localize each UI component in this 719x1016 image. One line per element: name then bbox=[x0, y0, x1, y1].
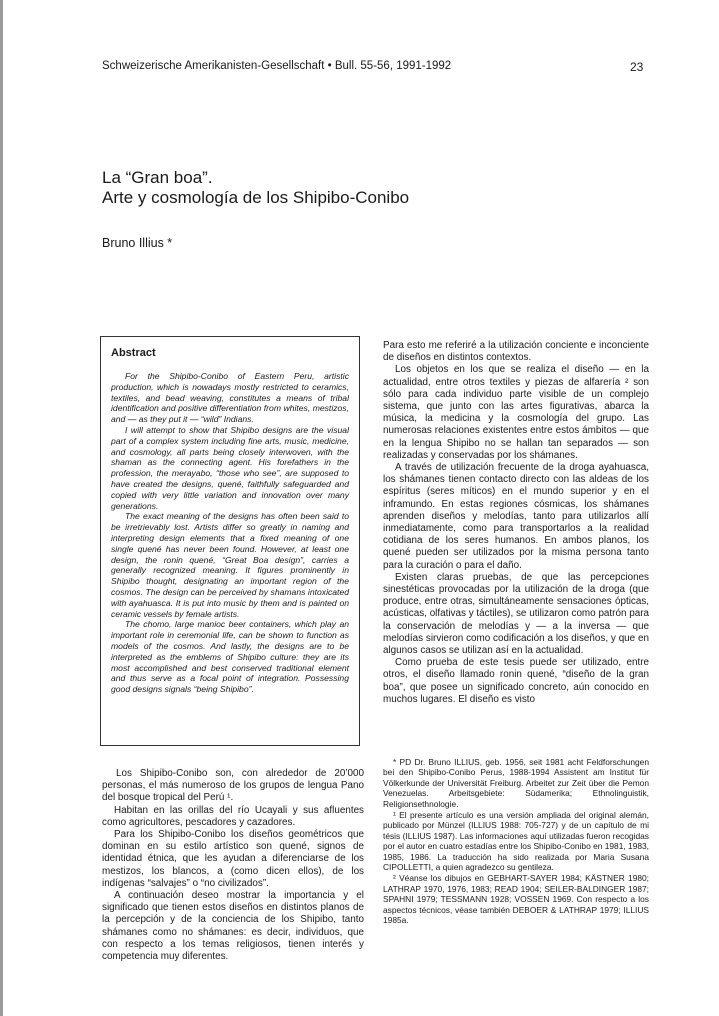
body-paragraph: A través de utilización frecuente de la droga ayahuasca, los shámanes tienen contacto directo con las aldeas de los espíritus (seres míticos) en el mundo superior y en el inframundo. En estas regiones cósmicas, los shámanes aprenden diseños y melodías, tanto para utilizarlos allí inmediatamente, como para transportarlos a la realidad cotidiana de los seres humanos. En ambos planos, los quené pueden ser utilizados por la misma persona tanto para la curación o para el daño. bbox=[383, 462, 649, 571]
body-paragraph: Como prueba de este tesis puede ser utilizado, entre otros, el diseño llamado ronin quené, “diseño de la gran boa”, que posee un significado concreto, aún conocido en muchos lugares. El diseño es visto bbox=[383, 657, 649, 705]
body-paragraph: Habitan en las orillas del río Ucayali y sus afluentes como agricultores, pescadores y cazadores. bbox=[102, 804, 364, 828]
title-line-2: Arte y cosmología de los Shipibo-Conibo bbox=[102, 188, 410, 207]
abstract-heading: Abstract bbox=[111, 347, 156, 359]
footnote-1: ¹ El presente artículo es una versión ampliada del original alemán, publicado por Münzel (ILLIUS 1988: 705-727) y de un capítulo de mi tésis (ILLIUS 1987). Las informaciones aquí utilizadas fueron recogidas por el autor en cuatro estadías entre los Shipibo-Conibo en 1981, 1983, 1985, 1986. La traducción ha sido realizada por Maria Susana CIPOLLETTI, a quien agradezco su gentileza. bbox=[383, 810, 649, 873]
title-line-1: La “Gran boa”. bbox=[102, 168, 213, 187]
footnote-2: ² Véanse los dibujos en GEBHART-SAYER 1984; KÄSTNER 1980; LATHRAP 1970, 1976, 1983; READ 1904; SEILER-BALDINGER 1987; SPAHNI 1979; TESSMANN 1928; VOSSEN 1969. Con respecto a los aspectos técnicos, véase también DEBOER & LATHRAP 1979; ILLIUS 1985a. bbox=[383, 873, 649, 926]
right-column-body bbox=[383, 340, 649, 706]
footnotes bbox=[383, 757, 649, 927]
abstract-text bbox=[111, 371, 349, 695]
footnote-author: * PD Dr. Bruno ILLIUS, geb. 1956, seit 1981 acht Feldforschungen bei den Shipibo-Conibo Perus, 1988-1994 Assistent am Institut für Völkerkunde der Universität Freiburg. Arbeitet zur Zeit über die Pemon Venezuelas. Arbeitsgebiete: Südamerika; Ethnolinguistik, Religionsethnologie. bbox=[383, 757, 649, 809]
abstract-paragraph: The chomo, large manioc beer containers, which play an important role in ceremonial life, can be shown to function as models of the cosmos. And lastly, the designs are to be interpreted as the emblems of Shipibo culture: they are its most accomplished and best conserved traditional element and thus serve as a focal point of integration. Possessing good designs signals “being Shipibo”. bbox=[111, 619, 349, 695]
body-paragraph: Existen claras pruebas, de que las percepciones sinestéticas provocadas por la utilización de la droga (que produce, entre otras, simultáneamente sensaciones ópticas, acústicas, olfativas y táctiles), se utilizaron como patrón para la conservación de melodías y — a la inversa — que melodías sirvieron como codificación a los diseños, y que en algunos casos se utilizan así en la actualidad. bbox=[383, 571, 649, 657]
body-paragraph: Los Shipibo-Conibo son, con alrededor de 20’000 personas, el más numeroso de los grupos de lengua Pano del bosque tropical del Perú ¹. bbox=[102, 768, 364, 804]
body-paragraph: A continuación deseo mostrar la importancia y el significado que tienen estos diseños en distintos planos de la percepción y de la conciencia de los Shipibo, tanto shámanes como no shámanes: es decir, individuos, que con respecto a los temas religiosos, tienen interés y competencia muy diferentes. bbox=[102, 890, 364, 963]
abstract-paragraph: The exact meaning of the designs has often been said to be irretrievably lost. Artists differ so greatly in naming and interpreting design elements that a fixed meaning of one single quené has never been found. However, at least one design, the ronin quené, “Great Boa design”, carries a generally recognized meaning. It figures prominently in Shipibo thought, designating an important region of the cosmos. The design can be perceived by shamans intoxicated with ayahuasca. It is put into music by them and is painted on ceramic vessels by female artists. bbox=[111, 511, 349, 619]
left-column-body bbox=[102, 768, 364, 963]
page-number: 23 bbox=[630, 60, 644, 74]
article-title bbox=[102, 168, 409, 208]
abstract-paragraph: I will attempt to show that Shipibo designs are the visual part of a complex system including fine arts, music, medicine, and cosmology, all parts being closely interwoven, with the shaman as the connecting agent. His forefathers in the profession, the merayabo, “those who see”, are supposed to have created the designs, quené, faithfully safeguarded and copied with very little variation and innovation over many generations. bbox=[111, 424, 349, 511]
abstract-paragraph: For the Shipibo-Conibo of Eastern Peru, artistic production, which is nowadays mostly restricted to ceramics, textiles, and bead weaving, constitutes a means of tribal identification and positive differentiation from whites, mestizos, and — as they put it — “wild” Indians. bbox=[111, 371, 349, 425]
body-paragraph: Los objetos en los que se realiza el diseño — en la actualidad, entre otros textiles y piezas de alfarería ² son sólo para cada individuo parte visible de un complejo sistema, que junto con las artes figurativas, abarca la música, la medicina y la cosmología del grupo. Las numerosas relaciones existentes entre estos ámbitos — que en la lengua Shipibo no se hallan tan separados — son realizadas y conservadas por los shámanes. bbox=[383, 364, 649, 461]
running-head: Schweizerische Amerikanisten-Gesellschaft • Bull. 55-56, 1991-1992 bbox=[102, 60, 452, 72]
scan-edge bbox=[0, 0, 3, 1016]
abstract-box bbox=[100, 336, 360, 746]
body-paragraph: Para esto me referiré a la utilización conciente e inconciente de diseños en distintos contextos. bbox=[383, 340, 649, 364]
body-paragraph: Para los Shipibo-Conibo los diseños geométricos que dominan en su estilo artístico son quené, signos de identidad étnica, que les ayudan a diferenciarse de los mestizos, los blancos, a (como dicen ellos), de los indígenas “salvajes” o “no civilizados”. bbox=[102, 829, 364, 889]
author: Bruno Illius * bbox=[102, 236, 173, 250]
